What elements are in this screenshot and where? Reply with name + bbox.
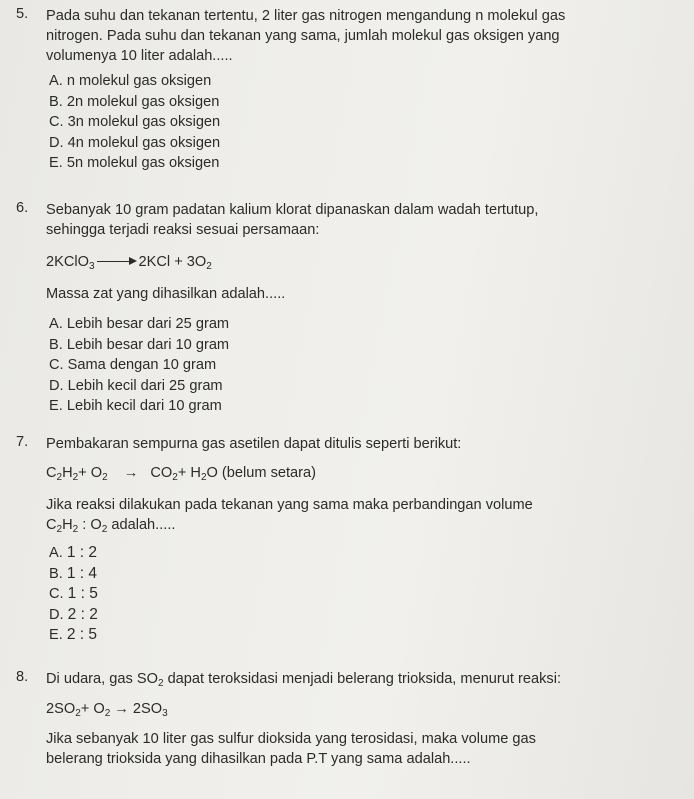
eq-reactant: 2KClO (46, 254, 89, 270)
eq-subscript: 2 (206, 261, 212, 272)
eq-text: + O (80, 701, 105, 717)
question-5 (16, 6, 682, 174)
option-a: A. n molekul gas oksigen (49, 73, 212, 89)
option-e: E. 5n molekul gas oksigen (49, 155, 220, 172)
option-value: 1 : 4 (66, 564, 98, 582)
stem-line: sehingga terjadi reaksi sesuai persamaan: (46, 222, 320, 238)
eq-text: C (46, 517, 57, 533)
reaction-equation (46, 699, 682, 719)
question-number: 6. (16, 200, 29, 216)
question-stem (46, 200, 682, 240)
eq-text: + O (78, 465, 103, 481)
stem-line (46, 515, 682, 535)
stem-line: Pada suhu dan tekanan tertentu, 2 liter gas nitrogen mengandung n molekul gas (46, 8, 566, 24)
stem-text: Di udara, gas SO (46, 671, 158, 687)
eq-subscript: 2 (72, 472, 79, 483)
question-stem (46, 669, 682, 689)
stem-line: Sebanyak 10 gram padatan kalium klorat dipanaskan dalam wadah tertutup, (46, 202, 539, 218)
stem-text: dapat teroksidasi menjadi belerang trioksida, menurut reaksi: (163, 671, 561, 687)
eq-subscript: 2 (102, 472, 108, 483)
options-list (49, 314, 682, 417)
eq-text: + H (177, 465, 201, 481)
option-letter: C. (49, 586, 64, 603)
option-e: E. Lebih kecil dari 10 gram (49, 398, 222, 415)
eq-subscript: 2 (72, 524, 79, 535)
stem-line: nitrogen. Pada suhu dan tekanan yang sama, jumlah molekul gas oksigen yang (46, 28, 560, 44)
eq-subscript: 2 (200, 472, 207, 483)
option-d: D. Lebih kecil dari 25 gram (49, 377, 223, 394)
eq-subscript: 2 (104, 708, 111, 719)
question-text: Massa zat yang dihasilkan adalah..... (46, 286, 286, 302)
question-stem (46, 6, 682, 66)
reaction-equation (46, 252, 682, 272)
eq-text: C (46, 465, 57, 481)
option-letter: B. (49, 565, 63, 582)
option-b: B. Lebih besar dari 10 gram (49, 336, 230, 353)
option-a: A. Lebih besar dari 25 gram (49, 316, 230, 332)
eq-text: CO (150, 465, 173, 481)
options-list (49, 71, 682, 174)
question-stem: Pembakaran sempurna gas asetilen dapat ditulis seperti berikut: (46, 436, 462, 452)
option-value: 2 : 2 (67, 605, 98, 623)
reaction-arrow-icon (97, 257, 137, 267)
question-text (46, 495, 682, 535)
stem-line: belerang trioksida yang dihasilkan pada P.T yang sama adalah..... (46, 751, 471, 767)
eq-subscript: 2 (56, 524, 63, 535)
eq-text: : O (78, 517, 102, 533)
eq-subscript: 2 (56, 472, 63, 483)
stem-line: volumenya 10 liter adalah..... (46, 48, 233, 64)
stem-line: Jika reaksi dilakukan pada tekanan yang sama maka perbandingan volume (46, 497, 533, 513)
option-b (49, 564, 682, 585)
eq-subscript: 3 (88, 261, 95, 272)
eq-subscript: 3 (162, 708, 168, 719)
option-d (49, 605, 682, 626)
option-c: C. Sama dengan 10 gram (49, 357, 217, 374)
question-number: 7. (16, 434, 29, 450)
option-letter: E. (49, 627, 63, 644)
question-number: 5. (16, 6, 29, 22)
eq-subscript: 2 (101, 524, 108, 535)
eq-text: 2SO (132, 701, 163, 717)
reaction-arrow-icon: → (123, 465, 139, 481)
option-value: 2 : 5 (66, 626, 98, 644)
eq-subscript: 2 (172, 472, 178, 483)
eq-text: adalah..... (107, 517, 176, 533)
reaction-equation (46, 463, 682, 483)
option-d: D. 4n molekul gas oksigen (49, 134, 221, 151)
option-c (49, 584, 682, 605)
options-list (49, 543, 682, 646)
option-letter: A. (49, 545, 63, 561)
eq-text: H (62, 465, 73, 481)
question-text (46, 729, 682, 769)
option-letter: D. (49, 606, 64, 623)
eq-text: O (belum setara) (206, 465, 317, 481)
option-b: B. 2n molekul gas oksigen (49, 93, 220, 110)
option-c: C. 3n molekul gas oksigen (49, 114, 221, 131)
option-e (49, 625, 682, 646)
stem-line: Jika sebanyak 10 liter gas sulfur dioksida yang terosidasi, maka volume gas (46, 731, 536, 747)
question-6 (16, 200, 682, 417)
eq-text: 2SO (46, 701, 76, 717)
eq-subscript: 2 (75, 708, 81, 719)
option-value: 1 : 5 (67, 585, 98, 603)
question-8 (16, 669, 682, 769)
eq-text: H (62, 517, 73, 533)
question-number: 8. (16, 669, 29, 685)
option-a (49, 543, 682, 564)
question-7 (16, 434, 682, 646)
option-value: 1 : 2 (66, 544, 98, 561)
reaction-arrow-icon: → (114, 701, 129, 717)
eq-subscript: 2 (157, 678, 164, 689)
eq-product: 2KCl + 3O (138, 254, 207, 270)
